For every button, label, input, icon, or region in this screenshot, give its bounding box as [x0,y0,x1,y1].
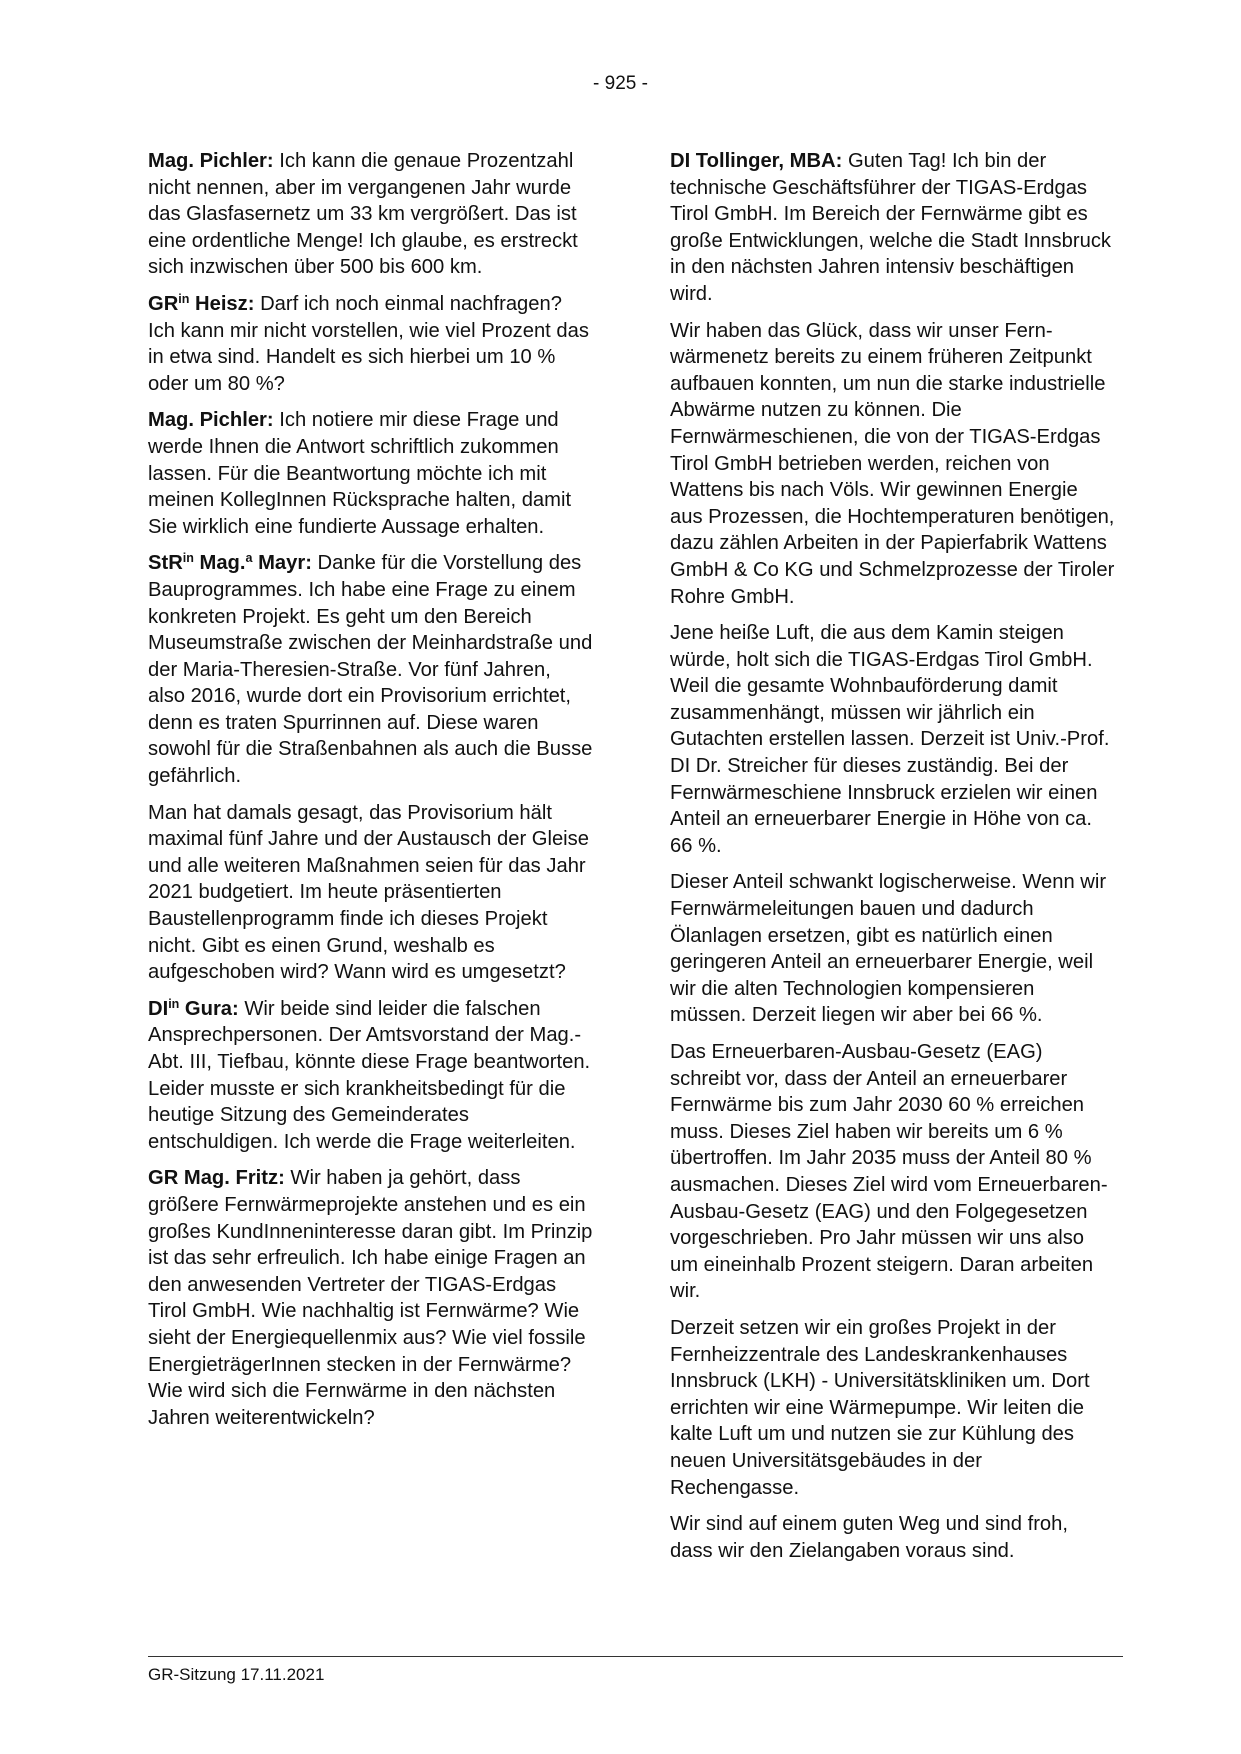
left-column [148,148,593,1441]
footer-session-date: GR-Sitzung 17.11.2021 [148,1665,325,1684]
paragraph [148,407,593,540]
paragraph [148,996,593,1156]
paragraph-text: Danke für die Vorstellung des Bauprogrammes. Ich habe eine Frage zu einem konkreten Projekt. Es geht um den Bereich Museumstraße zwischen der Meinhardstraße und der Maria-Theresien-Straße. Vor fünf Jahren, also 2016, wurde dort ein Provisorium errichtet, denn es traten Spurrinnen auf. Diese waren sowohl für die Straßenbahnen als auch die Busse gefährlich. [148,552,593,788]
speaker-name: $GR^{in}$ Heisz: [148,292,255,315]
paragraph: Jene heiße Luft, die aus dem Kamin steigen würde, holt sich die TIGAS-Erdgas Tirol GmbH. Weil die gesamte Wohnbauförderung damit zusammenhängt, müssen wir jährlich ein Gutachten erstellen lassen. Derzeit ist Univ.-Prof. DI Dr. Streicher für dieses zuständig. Bei der Fernwärmeschiene Innsbruck erzielen wir einen Anteil an erneuerbarer Energie in Höhe von ca. 66 %. [670,622,1110,857]
paragraph [148,550,593,789]
speaker-name: Mag. Pichler: [148,150,274,172]
paragraph-text: Wir beide sind leider die falschen Ansprechpersonen. Der Amtsvorstand der Mag.-Abt. III, Tiefbau, könnte diese Frage beantworten. Leider musste er sich krankheitsbedingt für die heutige Sitzung des Gemeinderates entschuldigen. Ich werde die Frage weiterleiten. [148,997,591,1153]
paragraph [670,148,1115,308]
paragraph [148,1165,593,1431]
paragraph [148,148,593,281]
paragraph: Wir haben das Glück, dass wir unser Fernwärmenetz bereits zu einem früheren Zeitpunkt aufbauen konnten, um nun die starke industrielle Abwärme nutzen zu können. Die Fernwärmeschienen, die von der TIGAS-Erdgas Tirol GmbH betrieben werden, reichen von Wattens bis nach Völs. Wir gewinnen Energie aus Prozessen, die Hochtemperaturen benötigen, dazu zählen Arbeiten in der Papierfabrik Wattens GmbH & Co KG und Schmelzprozesse der Tiroler Rohre GmbH. [670,319,1115,608]
speaker-name: Mag. Pichler: [148,409,274,432]
paragraph: Man hat damals gesagt, das Provisorium hält maximal fünf Jahre und der Austausch der Gleise und alle weiteren Maßnahmen seien für das Jahr 2021 budgetiert. Im heute präsentierten Baustellenprogramm finde ich dieses Projekt nicht. Gibt es einen Grund, weshalb es aufgeschoben wird? Wann wird es umgesetzt? [148,801,589,984]
paragraph: Derzeit setzen wir ein großes Projekt in der Fernheizzentrale des Landeskrankenhauses Innsbruck (LKH) - Universitätskliniken um. Dort errichten wir eine Wärmepumpe. Wir leiten die kalte Luft um und nutzen sie zur Kühlung des neuen Universitätsgebäudes in der Rechengasse. [670,1316,1090,1499]
paragraph-text: Ich kann die genaue Prozentzahl nicht nennen, aber im vergangenen Jahr wurde das Glasfasernetz um 33 km vergrößert. Das ist eine ordentliche Menge! Ich glaube, es erstreckt sich inzwischen über 500 bis 600 km. [148,150,578,279]
paragraph-text: Guten Tag! Ich bin der technische Geschäftsführer der TIGAS-Erdgas Tirol GmbH. Im Bereich der Fernwärme gibt es große Entwicklungen, welche die Stadt Innsbruck in den nächsten Jahren intensiv beschäftigen wird. [670,150,1112,305]
speaker-name: $DI^{in}$ Gura: [148,996,239,1020]
speaker-name: StR$^{in}$ Mag.$^a$ Mayr: [148,551,312,575]
paragraph [148,291,593,397]
footer-divider [148,1656,1123,1657]
speaker-name: GR Mag. Fritz: [148,1167,285,1190]
paragraph: Dieser Anteil schwankt logischerweise. Wenn wir Fernwärmeleitungen bauen und dadurch Ölanlagen ersetzen, gibt es natürlich einen geringeren Anteil an erneuerbarer Energie, weil wir die alten Technologien kompensieren müssen. Derzeit liegen wir aber bei 66 %. [670,871,1107,1027]
paragraph: Wir sind auf einem guten Weg und sind froh, dass wir den Zielangaben voraus sind. [670,1513,1068,1562]
paragraph: Das Erneuerbaren-Ausbau-Gesetz (EAG) schreibt vor, dass der Anteil an erneuerbarer Fernwärme bis zum Jahr 2030 60 % erreichen muss. Dieses Ziel haben wir bereits um 6 % übertroffen. Im Jahr 2035 muss der Anteil 80 % ausmachen. Dieses Ziel wird vom Erneuerbaren-Ausbau-Gesetz (EAG) und den Folgegesetzen vorgeschrieben. Pro Jahr müssen wir uns also um eineinhalb Prozent steigern. Daran arbeiten wir. [670,1041,1108,1303]
paragraph-text: Ich notiere mir diese Frage und werde Ihnen die Antwort schriftlich zukommen lassen. Für die Beantwortung möchte ich mit meinen KollegInnen Rücksprache halten, damit Sie wirklich eine fundierte Aussage erhalten. [148,409,572,538]
paragraph-text: Wir haben ja gehört, dass größere Fernwärmeprojekte anstehen und es ein großes KundInneninteresse daran gibt. Im Prinzip ist das sehr erfreulich. Ich habe einige Fragen an den anwesenden Vertreter der TIGAS-Erdgas Tirol GmbH. Wie nachhaltig ist Fernwärme? Wie sieht der Energiequellenmix aus? Wie viel fossile EnergieträgerInnen stecken in der Fernwärme? Wie wird sich die Fernwärme in den nächsten Jahren weiterentwickeln? [148,1167,593,1429]
page-number: - 925 - [593,73,648,94]
right-column [670,148,1115,1574]
speaker-name: DI Tollinger, MBA: [670,150,843,172]
paragraph-text: Darf ich noch einmal nachfragen? Ich kann mir nicht vorstellen, wie viel Prozent das in etwa sind. Handelt es sich hierbei um 10 % oder um 80 %? [148,292,589,395]
